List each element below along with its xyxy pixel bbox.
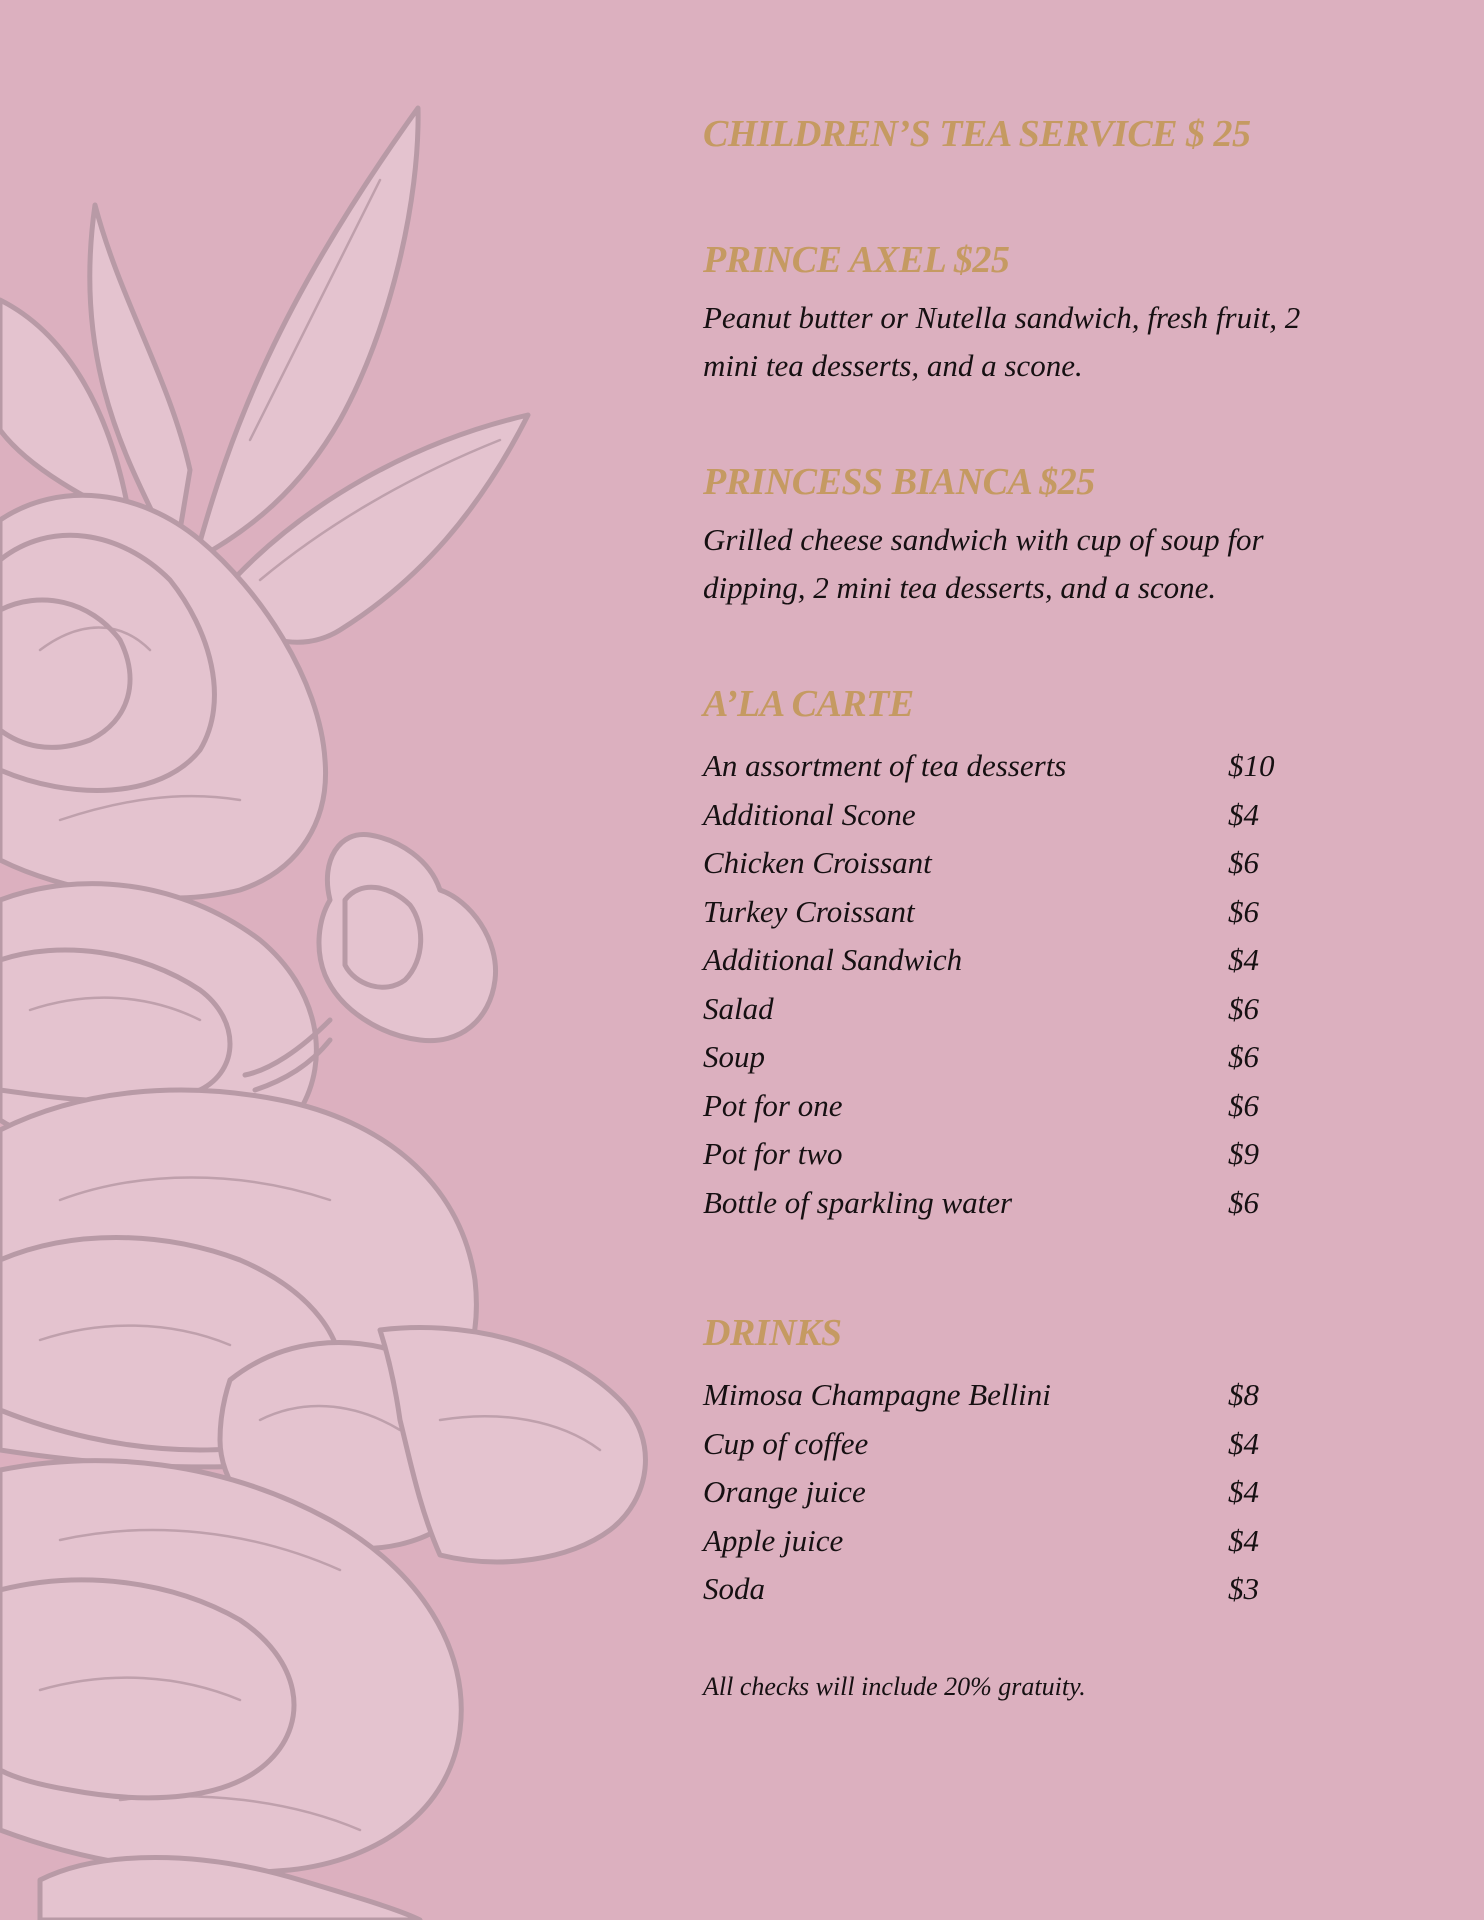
item-name: Pot for two: [703, 1136, 843, 1171]
item-price: $4: [1228, 942, 1259, 977]
menu-item: [703, 1517, 1323, 1566]
item-price: $6: [1228, 893, 1259, 929]
princess-bianca-description: Grilled cheese sandwich with cup of soup for dipping, 2 mini tea desserts, and a scone.: [703, 522, 1264, 605]
item-name: Pot for one: [703, 1087, 843, 1123]
item-price: $4: [1228, 1425, 1259, 1461]
item-price: $6: [1228, 1039, 1259, 1074]
item-name: Turkey Croissant: [703, 893, 915, 929]
menu-item: [703, 1420, 1323, 1469]
gratuity-note: All checks will include 20% gratuity.: [703, 1671, 1086, 1701]
menu-item: [703, 742, 1323, 791]
prince-axel-title: PRINCE AXEL $25: [703, 239, 1010, 281]
item-price: $6: [1228, 990, 1259, 1026]
item-price: $6: [1228, 845, 1259, 880]
item-name: Chicken Croissant: [703, 845, 932, 880]
item-name: Salad: [703, 990, 774, 1026]
item-name: Soup: [703, 1039, 765, 1074]
menu-item: [703, 888, 1323, 937]
menu-item: [703, 936, 1323, 985]
item-price: $6: [1228, 1087, 1259, 1123]
menu-item: [703, 791, 1323, 840]
item-price: $9: [1228, 1136, 1259, 1171]
item-name: Additional Sandwich: [703, 942, 963, 977]
princess-bianca-title: PRINCESS BIANCA $25: [703, 461, 1095, 503]
item-price: $10: [1228, 748, 1275, 783]
item-name: Soda: [703, 1571, 765, 1606]
menu-title: CHILDREN’S TEA SERVICE $ 25: [703, 113, 1251, 155]
menu-content: [703, 110, 1323, 1704]
menu-item: [703, 1565, 1323, 1614]
menu-item: [703, 1082, 1323, 1131]
drinks-title: DRINKS: [703, 1312, 842, 1354]
item-name: Apple juice: [703, 1522, 844, 1558]
drinks-list: [703, 1371, 1323, 1614]
menu-item: [703, 1179, 1323, 1228]
prince-axel-description: Peanut butter or Nutella sandwich, fresh fruit, 2 mini tea desserts, and a scone.: [703, 300, 1301, 383]
item-price: $3: [1228, 1571, 1259, 1606]
item-name: Additional Scone: [703, 796, 916, 832]
a-la-carte-list: [703, 742, 1323, 1227]
menu-item: [703, 1130, 1323, 1179]
a-la-carte-title: A’LA CARTE: [703, 683, 914, 725]
item-price: $4: [1228, 1522, 1259, 1558]
item-name: Mimosa Champagne Bellini: [703, 1377, 1051, 1412]
menu-item: [703, 1468, 1323, 1517]
item-price: $4: [1228, 796, 1259, 832]
menu-item: [703, 985, 1323, 1034]
menu-item: [703, 1371, 1323, 1420]
menu-item: [703, 1033, 1323, 1082]
item-price: $4: [1228, 1474, 1259, 1509]
item-name: Orange juice: [703, 1474, 866, 1509]
item-name: Cup of coffee: [703, 1425, 869, 1461]
item-price: $6: [1228, 1184, 1259, 1220]
floral-peony-illustration: [0, 0, 700, 1920]
menu-item: [703, 839, 1323, 888]
item-name: Bottle of sparkling water: [703, 1184, 1013, 1220]
item-price: $8: [1228, 1377, 1259, 1412]
item-name: An assortment of tea desserts: [703, 748, 1067, 783]
